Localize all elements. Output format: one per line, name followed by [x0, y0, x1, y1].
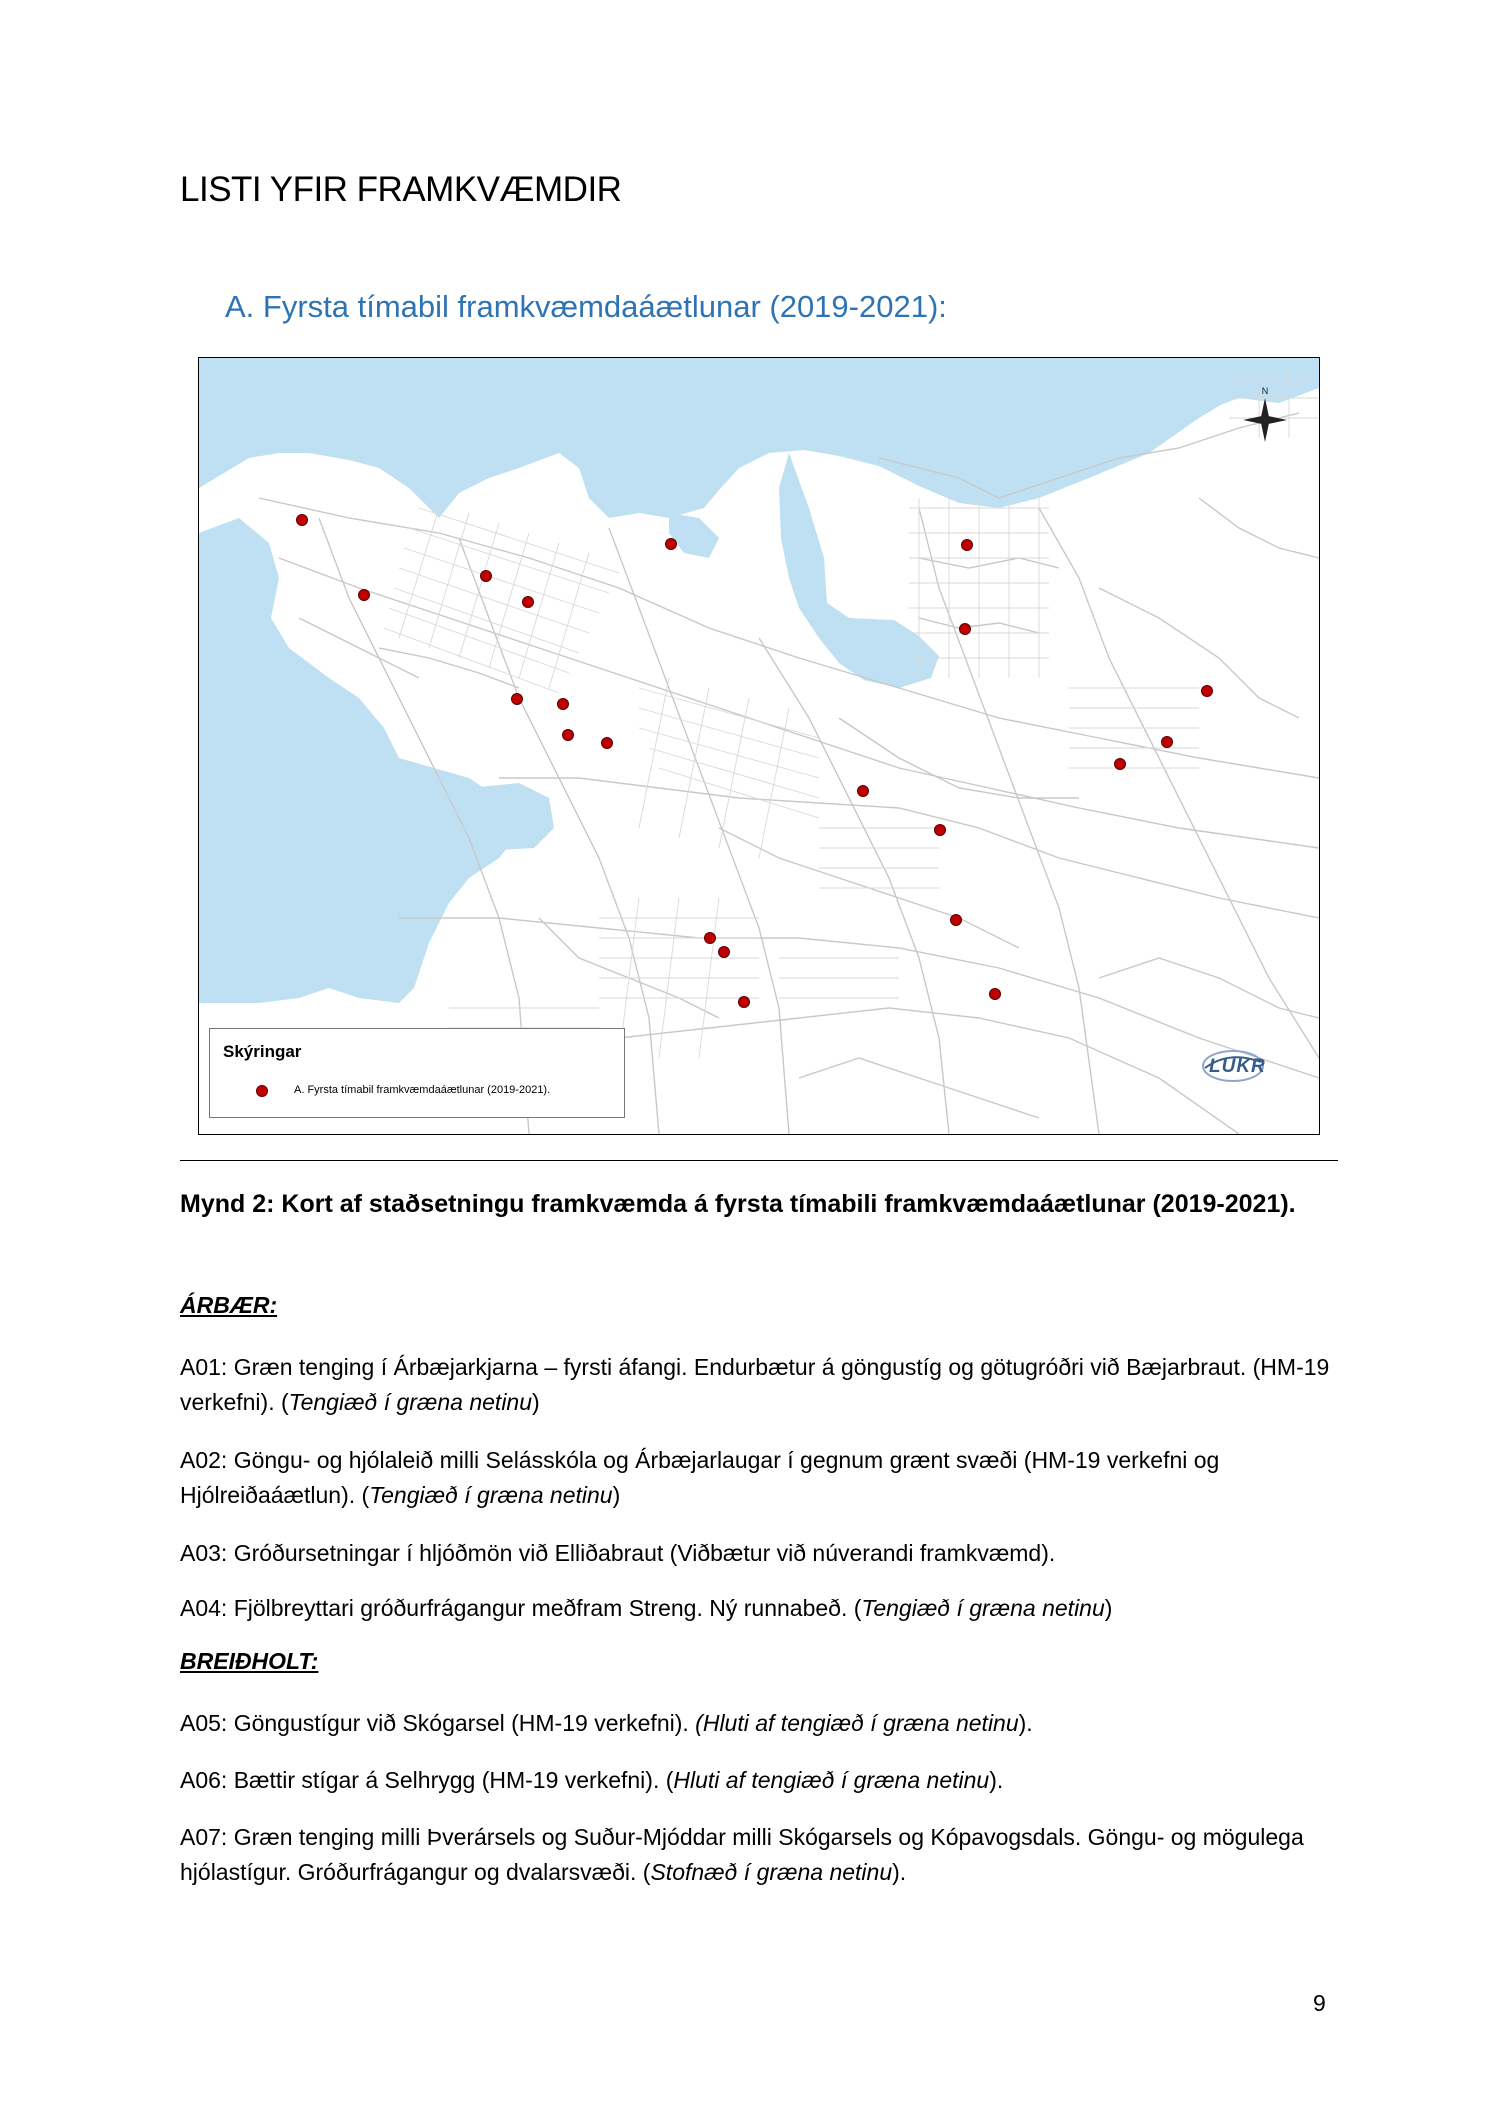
figure-caption: Mynd 2: Kort af staðsetningu framkvæmda á fyrsta tímabili framkvæmdaáætlunar (2019-2021).: [180, 1190, 1296, 1218]
project-item-text: A07: Græn tenging milli Þverársels og Suður-Mjóddar milli Skógarsels og Kópavogsdals. Göngu- og mögulega hjólastígur. Gróðurfrágangur og dvalarsvæði. (: [180, 1824, 1304, 1885]
project-marker: [962, 540, 973, 551]
section-heading: A. Fyrsta tímabil framkvæmdaáætlunar (2019-2021):: [225, 289, 947, 324]
project-marker: [739, 997, 750, 1008]
bay-east: [779, 453, 939, 688]
project-marker: [481, 571, 492, 582]
project-marker: [990, 989, 1001, 1000]
compass-north-label: N: [1261, 386, 1269, 396]
project-item-tail: ).: [1018, 1710, 1033, 1736]
project-marker: [705, 933, 716, 944]
sea-west: [199, 518, 519, 1003]
legend-label: A. Fyrsta tímabil framkvæmdaáætlunar (2019-2021).: [294, 1084, 551, 1096]
project-marker: [1202, 686, 1213, 697]
project-item-tail: ): [532, 1389, 540, 1415]
project-item-text: A04: Fjölbreyttari gróðurfrágangur meðfram Streng. Ný runnabeð. (: [180, 1595, 862, 1621]
project-marker: [719, 947, 730, 958]
project-item-tail: ): [1104, 1595, 1113, 1621]
page-number: 9: [1313, 1990, 1326, 2016]
water-areas: [199, 358, 1319, 1003]
project-location-map: [198, 357, 1320, 1135]
project-item-a03: [180, 1536, 1340, 1571]
project-item-note: (Hluti af tengiæð í græna netinu: [695, 1710, 1019, 1736]
project-marker: [602, 738, 613, 749]
project-marker: [666, 539, 677, 550]
project-item-note: Tengiæð í græna netinu: [861, 1595, 1105, 1621]
lukr-logo: [1199, 1046, 1287, 1086]
project-marker: [951, 915, 962, 926]
project-marker: [297, 515, 308, 526]
project-item-text: A01: Græn tenging í Árbæjarkjarna – fyrsti áfangi. Endurbætur á göngustíg og götugróðri við Bæjarbraut. (HM-19 verkefni). (: [180, 1354, 1330, 1415]
project-marker: [512, 694, 523, 705]
project-marker: [858, 786, 869, 797]
project-marker: [359, 590, 370, 601]
project-item-text: A05: Göngustígur við Skógarsel (HM-19 verkefni).: [180, 1710, 696, 1736]
project-marker: [1115, 759, 1126, 770]
project-item-a05: [180, 1706, 1340, 1741]
sea-north-east: [1099, 358, 1319, 433]
legend-marker-icon: [256, 1085, 268, 1097]
project-marker: [960, 624, 971, 635]
map-canvas: [199, 358, 1319, 1134]
project-item-a01: [180, 1350, 1340, 1420]
project-markers: [297, 515, 1213, 1008]
map-legend: [209, 1028, 625, 1118]
project-item-note: Tengiæð í græna netinu: [369, 1482, 613, 1508]
project-item-a06: [180, 1763, 1340, 1798]
project-item-a02: [180, 1443, 1340, 1513]
caption-divider: [180, 1160, 1338, 1161]
lake: [669, 513, 719, 558]
project-item-a04: [180, 1591, 1340, 1626]
project-item-tail: ): [612, 1482, 621, 1508]
project-item-a07: [180, 1820, 1340, 1890]
project-marker: [523, 597, 534, 608]
project-item-note: Hluti af tengiæð í græna netinu: [673, 1767, 990, 1793]
project-item-note: Tengiæð í græna netinu: [288, 1389, 533, 1415]
project-item-note: Stofnæð í græna netinu: [650, 1859, 893, 1885]
project-item-tail: ).: [892, 1859, 907, 1885]
lukr-logo-text: LUKR: [1209, 1056, 1266, 1077]
project-item-text: A02: Göngu- og hjólaleið milli Selásskóla og Árbæjarlaugar í gegnum grænt svæði (HM-19 verkefni og Hjólreiðaáætlun). (: [180, 1447, 1220, 1508]
project-marker: [1162, 737, 1173, 748]
project-marker: [558, 699, 569, 710]
page-title: LISTI YFIR FRAMKVÆMDIR: [180, 170, 622, 209]
project-marker: [563, 730, 574, 741]
project-item-tail: ).: [989, 1767, 1004, 1793]
district-heading-arbaer: ÁRBÆR:: [180, 1292, 278, 1318]
project-marker: [935, 825, 946, 836]
street-grid: [384, 368, 1319, 1058]
district-heading-breidholt: BREIÐHOLT:: [180, 1648, 319, 1674]
project-item-text: A06: Bættir stígar á Selhrygg (HM-19 verkefni). (: [180, 1767, 674, 1793]
project-item-text: A03: Gróðursetningar í hljóðmön við Elliðabraut (Viðbætur við núverandi framkvæmd).: [180, 1540, 1056, 1566]
legend-title: Skýringar: [223, 1042, 302, 1061]
